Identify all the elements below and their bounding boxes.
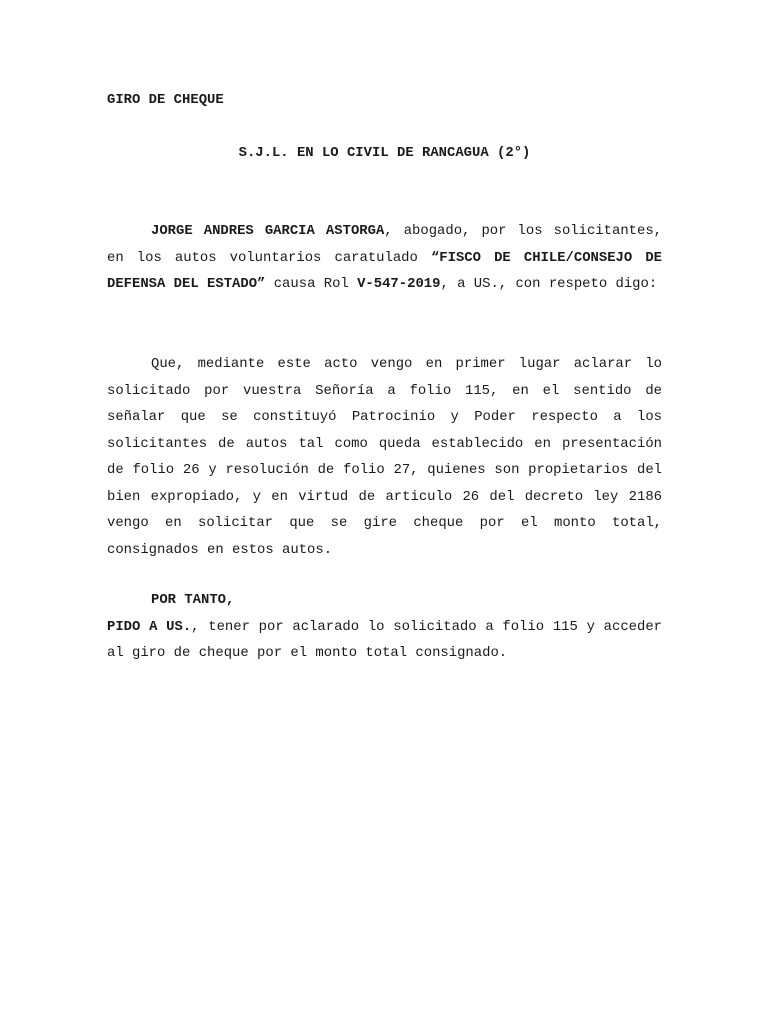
lawyer-name: JORGE ANDRES GARCIA ASTORGA	[151, 223, 385, 239]
request-text: , tener por aclarado lo solicitado a folio 115 y acceder al giro de cheque por el monto total consignado.	[107, 618, 662, 661]
body-paragraph: Que, mediante este acto vengo en primer lugar aclarar lo solicitado por vuestra Señoría a folio 115, en el sentido de señalar que se constituyó Patrocinio y Poder respecto a los solicitantes de autos tal como queda establecido en presentación de folio 26 y resolución de folio 27, quienes son propietarios del bien expropiado, y en virtud de articulo 26 del decreto ley 2186 vengo en solicitar que se gire cheque por el monto total, consignados en estos autos.	[107, 356, 662, 558]
pido-label: PIDO A US.	[107, 618, 192, 635]
case-rol: V-547-2019	[357, 276, 441, 292]
intro-text-2: causa Rol	[265, 276, 358, 292]
document-heading: GIRO DE CHEQUE	[107, 92, 224, 108]
intro-text-3: , a US., con respeto digo:	[440, 276, 658, 292]
intro-paragraph	[107, 218, 662, 298]
court-addressee: S.J.L. EN LO CIVIL DE RANCAGUA (2°)	[238, 145, 531, 161]
por-tanto: POR TANTO,	[151, 592, 235, 608]
request-paragraph	[107, 614, 662, 667]
intro-text-1: , abogado, por los solicitantes, en los autos voluntarios caratulado	[107, 223, 662, 266]
closing-section	[107, 587, 662, 667]
case-title: “FISCO DE CHILE/CONSEJO DE DEFENSA DEL ESTADO”	[107, 249, 662, 292]
